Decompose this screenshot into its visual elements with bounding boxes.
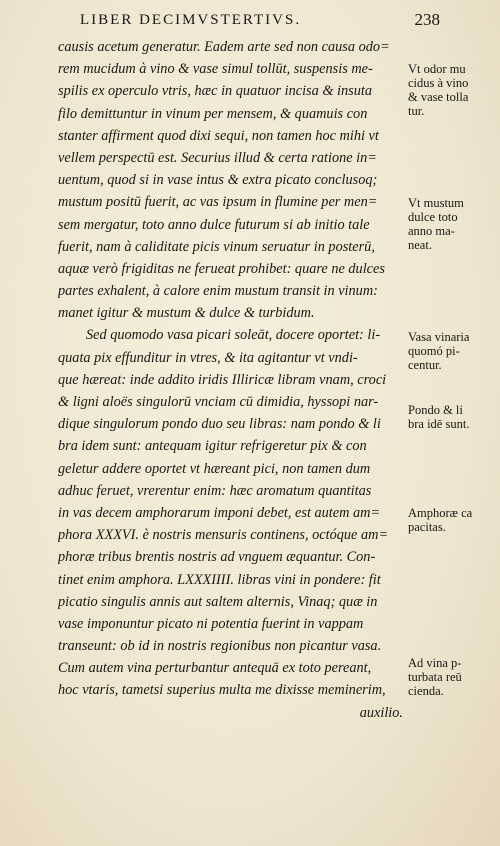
text-line: dique singulorum pondo duo seu libras: nam pondo & li	[58, 416, 381, 433]
margin-note-line: tur.	[408, 104, 425, 118]
margin-note-amphora	[408, 506, 498, 534]
margin-note-line: Ad vina p-	[408, 656, 462, 670]
margin-note-line: quomó pi-	[408, 344, 460, 358]
margin-note-line: cienda.	[408, 684, 444, 698]
margin-note-vasa	[408, 330, 498, 372]
text-line: que hæreat: inde addito iridis Illiricæ libram vnam, croci	[58, 371, 387, 388]
text-line: picatio singulis annis aut saltem alternis, Vinaq; quæ in	[58, 593, 378, 610]
text-line: Cum autem vina perturbantur antequā ex toto pereant,	[58, 660, 372, 677]
page-header	[60, 10, 440, 32]
running-title: LIBER DECIMVSTERTIVS.	[80, 12, 302, 28]
text-line: in vas decem amphorarum imponi debet, est autem am=	[58, 504, 381, 521]
text-line: quata pix effunditur in vtres, & ita agitantur vt vndi-	[58, 349, 358, 366]
text-line: partes exhalent, à calore enim mustum transit in vinum:	[58, 283, 378, 300]
text-line: sem mergatur, toto anno dulce futurum si ab initio tale	[58, 216, 370, 233]
text-line: vase imponuntur picato ni potentia fuerint in vappam	[58, 615, 364, 632]
text-line: aquæ verò frigiditas ne ferueat prohibet: quare ne dulces	[58, 260, 385, 277]
margin-note-line: centur.	[408, 358, 442, 372]
margin-note-line: cidus à vino	[408, 76, 469, 90]
page-number: 238	[414, 10, 440, 29]
text-line: vellem perspectū est. Securius illud & certa ratione in=	[58, 149, 377, 166]
margin-note-mustum	[408, 196, 498, 252]
text-line: spilis ex operculo vtris, hæc in quatuor incisa & insuta	[58, 83, 372, 100]
margin-note-line: & vase tolla	[408, 90, 469, 104]
text-line: hoc vtaris, tametsi superius multa me dixisse meminerim,	[58, 682, 386, 699]
main-text-column	[58, 36, 403, 724]
margin-note-line: Vasa vinaria	[408, 330, 470, 344]
text-line: auxilio.	[359, 704, 403, 721]
margin-note-line: dulce toto	[408, 210, 458, 224]
margin-note-odor	[408, 62, 498, 118]
text-line: geletur addere oportet vt hæreant pici, non tamen dum	[58, 460, 371, 477]
text-line: phora XXXVI. è nostris mensuris continens, octóque am=	[58, 527, 389, 544]
text-line: transeunt: ob id in nostris regionibus non picantur vasa.	[58, 638, 382, 655]
margin-note-line: anno ma-	[408, 224, 455, 238]
margin-note-line: pacitas.	[408, 520, 446, 534]
margin-note-pondo	[408, 403, 498, 431]
margin-note-line: bra idē sunt.	[408, 417, 470, 431]
text-line: filo demittuntur in vinum per mensem, & quamuis con	[58, 105, 368, 122]
text-line: bra idem sunt: antequam igitur refrigeretur pix & con	[58, 438, 367, 455]
margin-note-line: neat.	[408, 238, 432, 252]
margin-note-line: Amphoræ ca	[408, 506, 473, 520]
margin-note-line: turbata reū	[408, 670, 462, 684]
text-line: rem mucidum à vino & vase simul tollūt, suspensis me-	[58, 61, 373, 78]
text-line: & ligni aloës singulorū vnciam cū dimidia, hyssopi nar-	[58, 394, 379, 410]
text-line: uentum, quod si in vase intus & extra picato conclusoq;	[58, 172, 378, 189]
margin-note-line: Pondo & li	[408, 403, 463, 417]
text-line: adhuc feruet, vrerentur enim: hæc aromatum quantitas	[58, 482, 372, 499]
text-line: phoræ tribus brentis nostris ad vnguem æquantur. Con-	[58, 549, 376, 566]
margin-note-vina	[408, 656, 498, 698]
margin-note-line: Vt mustum	[408, 196, 464, 210]
text-line: fuerit, nam à caliditate picis vinum seruatur in posterū,	[58, 238, 375, 255]
text-line: mustum positū fuerit, ac vas ipsum in flumine per men=	[58, 194, 378, 211]
text-line: stanter affirment quod dixi sequi, non tamen hoc mihi vt	[58, 127, 379, 144]
text-line: causis acetum generatur. Eadem arte sed non causa odo=	[58, 39, 390, 55]
text-line: tinet enim amphora. LXXXIIII. libras vini in pondere: fit	[58, 571, 381, 588]
text-line: Sed quomodo vasa picari soleāt, docere oportet: li-	[86, 327, 381, 344]
text-line: manet igitur & mustum & dulce & turbidum.	[58, 305, 315, 322]
margin-note-line: Vt odor mu	[408, 62, 466, 76]
